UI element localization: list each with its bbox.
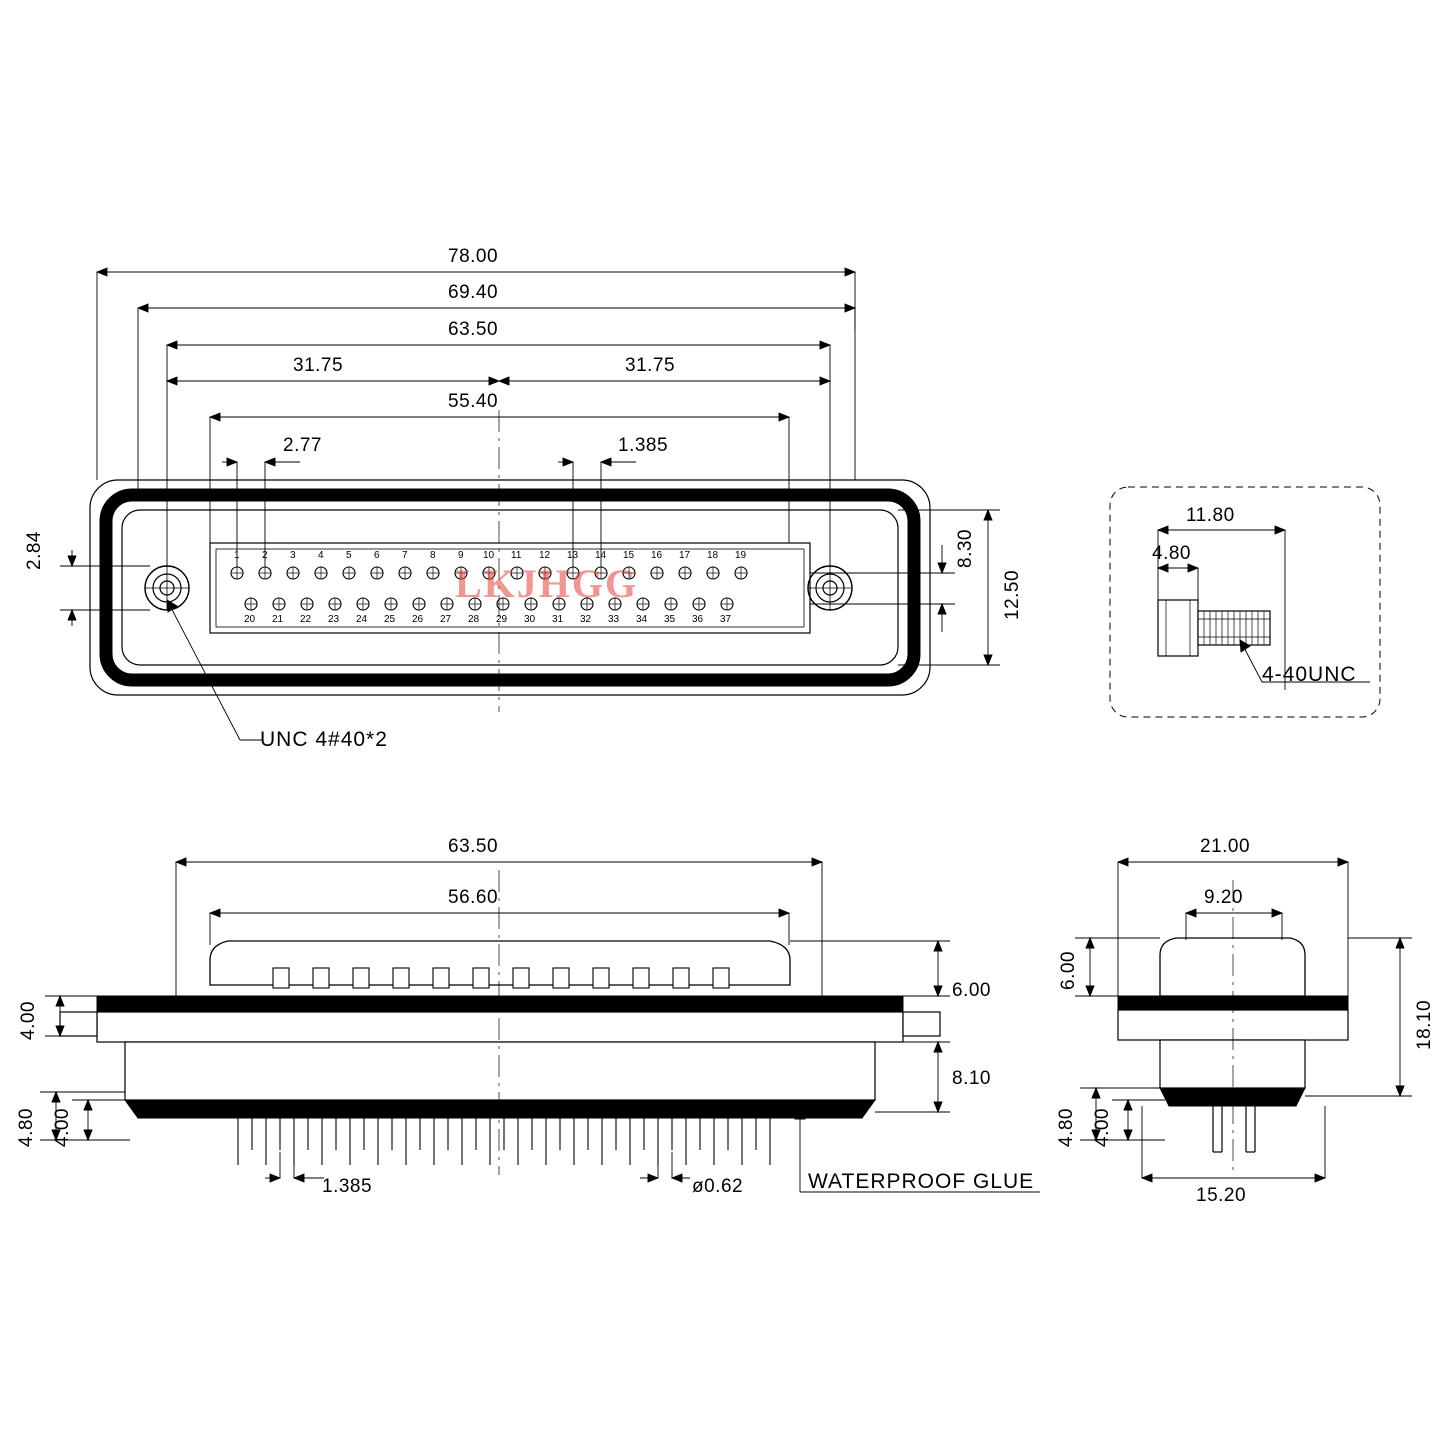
pin-label: 2 xyxy=(262,550,268,561)
dim-8-10: 8.10 xyxy=(952,1068,991,1089)
pin-label: 32 xyxy=(580,614,592,625)
dim-4-00-side: 4.00 xyxy=(52,1108,73,1147)
pin-label: 20 xyxy=(244,614,256,625)
pin-label: 35 xyxy=(664,614,676,625)
pin-label: 17 xyxy=(679,550,691,561)
dim-9-20: 9.20 xyxy=(1204,887,1243,908)
dim-6-00-side: 6.00 xyxy=(952,980,991,1001)
dim-55-40: 55.40 xyxy=(448,391,499,412)
pin-label: 18 xyxy=(707,550,719,561)
pin-label: 34 xyxy=(636,614,648,625)
dim-11-80: 11.80 xyxy=(1186,505,1235,526)
dim-4-80-side: 4.80 xyxy=(16,1108,37,1147)
dim-4-80-end: 4.80 xyxy=(1056,1108,1077,1147)
dim-69-40: 69.40 xyxy=(448,282,499,303)
pin-label: 9 xyxy=(458,550,464,561)
dim-21-00: 21.00 xyxy=(1200,836,1251,857)
pin-label: 31 xyxy=(552,614,564,625)
pin-label: 21 xyxy=(272,614,284,625)
pin-label: 25 xyxy=(384,614,396,625)
pin-label: 15 xyxy=(623,550,635,561)
dim-4-80-screw: 4.80 xyxy=(1152,543,1191,564)
dim-2-84: 2.84 xyxy=(24,531,45,570)
pin-label: 37 xyxy=(720,614,732,625)
pin-label: 19 xyxy=(735,550,747,561)
pin-label: 13 xyxy=(567,550,579,561)
dim-2-77: 2.77 xyxy=(283,435,322,456)
pin-label: 1 xyxy=(234,550,240,561)
pin-label: 8 xyxy=(430,550,436,561)
callout-unc-4-40: UNC 4#40*2 xyxy=(260,728,388,751)
pin-label: 24 xyxy=(356,614,368,625)
pin-label: 27 xyxy=(440,614,452,625)
dim-78-00: 78.00 xyxy=(448,246,499,267)
dim-31-75-left: 31.75 xyxy=(293,355,344,376)
pin-label: 29 xyxy=(496,614,508,625)
pin-label: 33 xyxy=(608,614,620,625)
dim-8-30: 8.30 xyxy=(955,529,976,568)
callout-waterproof-glue: WATERPROOF GLUE xyxy=(808,1170,1035,1193)
dim-1-385-side: 1.385 xyxy=(322,1176,373,1197)
dim-63-50-front: 63.50 xyxy=(448,319,499,340)
pin-label: 14 xyxy=(595,550,607,561)
pin-label: 36 xyxy=(692,614,704,625)
pin-label: 30 xyxy=(524,614,536,625)
pin-label: 26 xyxy=(412,614,424,625)
pin-label: 3 xyxy=(290,550,296,561)
pin-label: 22 xyxy=(300,614,312,625)
pin-label: 5 xyxy=(346,550,352,561)
pin-label: 7 xyxy=(402,550,408,561)
dim-hole-diameter: ø0.62 xyxy=(692,1176,744,1197)
dim-4-00-flange: 4.00 xyxy=(18,1001,39,1040)
pin-label: 28 xyxy=(468,614,480,625)
pin-label: 12 xyxy=(539,550,551,561)
dim-15-20: 15.20 xyxy=(1196,1185,1247,1206)
watermark: LKJHGG xyxy=(455,561,639,606)
dim-63-50-side: 63.50 xyxy=(448,836,499,857)
dim-12-50: 12.50 xyxy=(1002,569,1023,620)
dim-1-385-front: 1.385 xyxy=(618,435,669,456)
dim-6-00-end: 6.00 xyxy=(1058,951,1079,990)
pin-label: 23 xyxy=(328,614,340,625)
dim-18-10: 18.10 xyxy=(1414,999,1435,1050)
pin-label: 4 xyxy=(318,550,324,561)
pin-label: 11 xyxy=(511,550,522,561)
callout-4-40unc: 4-40UNC xyxy=(1262,663,1357,686)
pin-label: 16 xyxy=(651,550,663,561)
dim-56-60: 56.60 xyxy=(448,887,499,908)
pin-label: 6 xyxy=(374,550,380,561)
dim-4-00-end: 4.00 xyxy=(1092,1108,1113,1147)
dim-31-75-right: 31.75 xyxy=(625,355,676,376)
pin-label: 10 xyxy=(483,550,495,561)
